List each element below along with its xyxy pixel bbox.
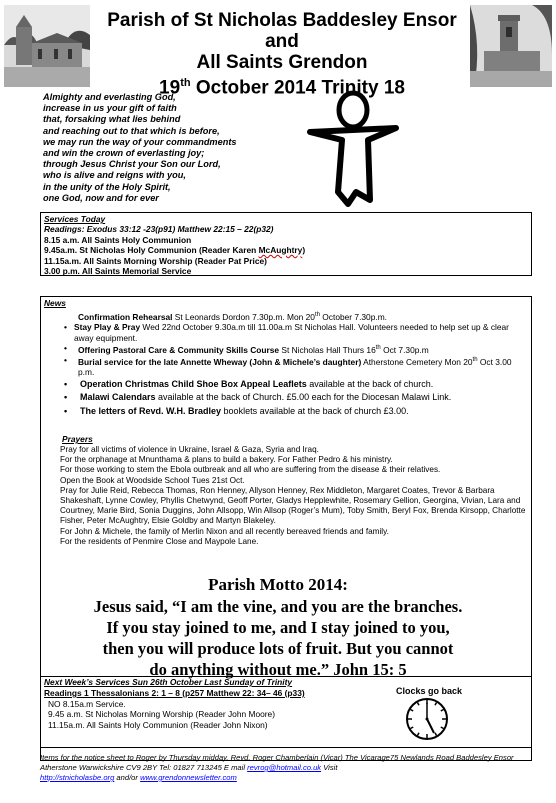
prayers-heading: Prayers (62, 434, 93, 444)
clocks-go-back-label: Clocks go back (396, 686, 463, 696)
service-item: 8.15 a.m. All Saints Holy Communion (44, 234, 192, 245)
news-item: • Operation Christmas Child Shoe Box Appeal Leaflets available at the back of church. (74, 379, 524, 390)
church-photo-right (470, 5, 552, 87)
motto-verse: Jesus said, “I am the vine, and you are the branches. If you stay joined to me, and I stay joined to you, then you will produce lots of fruit. But you cannot do anything without me.” John 15: 5 (93, 597, 463, 679)
next-service-item: NO 8.15a.m Service. (48, 699, 126, 709)
prayer-item: For John & Michele, the family of Merlin Nixon and all recently bereaved friends and family. (60, 526, 389, 536)
next-service-item: 11.15a.m. All Saints Holy Communion (Reader John Nixon) (48, 719, 268, 730)
prayer-item: Open the Book at Woodside School Tues 21st Oct. (60, 475, 245, 485)
services-today-box (40, 212, 532, 276)
news-list (74, 310, 524, 417)
parish-title: Parish of St Nicholas Baddesley Ensor and All Saints Grendon 19th October 2014 Trinity 18 (107, 10, 457, 99)
services-heading: Services Today (44, 214, 106, 224)
motto-title: Parish Motto 2014: (208, 575, 348, 594)
services-readings: Readings: Exodus 33:12 -23(p91) Matthew 22:15 – 22(p32) (44, 224, 274, 235)
prayer-item: For those working to stem the Ebola outbreak and all who are suffering from the disease & their relatives. (60, 465, 441, 475)
service-item: 3.00 p.m. All Saints Memorial Service (44, 266, 192, 277)
news-item: • The letters of Revd. W.H. Bradley booklets available at the back of church £3.00. (74, 406, 524, 417)
website-link-stnicholas[interactable]: http://stnicholasbe.org (40, 773, 115, 782)
next-week-heading: Next Week’s Services Sun 26th October Last Sunday of Trinity (44, 677, 293, 687)
news-item: • Stay Play & Pray Wed 22nd October 9.30a.m till 11.00a.m St Nicholas Hall. Volunteers needed to help set up & clear away equipment. (74, 322, 524, 343)
news-item: • Burial service for the late Annette Wheway (John & Michele’s daughter) Atherstone Cemetery Mon 20th Oct 3.00 p.m. (74, 355, 524, 378)
service-item: 11.15a.m. All Saints Morning Worship (Reader Pat Price) (44, 255, 267, 266)
news-item: • Malawi Calendars available at the back of Church. £5.00 each for the Diocesan Malawi Link. (74, 392, 524, 403)
news-item: • Offering Pastoral Care & Community Skills Course St Nicholas Hall Thurs 16th Oct 7.30p.m (74, 343, 524, 355)
news-item: Confirmation Rehearsal St Leonards Dordon 7.30p.m. Mon 20th October 7.30p.m. (78, 311, 388, 322)
church-photo-left (4, 5, 90, 87)
next-service-item: 9.45 a.m. St Nicholas Morning Worship (Reader John Moore) (48, 709, 275, 720)
prayer-item: For the orphanage at Mnunthama & plans to build a bakery. For Father Pedro & his ministry. (60, 455, 393, 465)
clock-icon (405, 697, 449, 741)
prayer-item: Pray for all victims of violence in Ukraine, Israel & Gaza, Syria and Iraq. (60, 445, 319, 454)
collect-prayer: Almighty and everlasting God, increase in us your gift of faith that, forsaking what lies behind and reaching out to that which is before, we may run the way of your commandments and win the crown of everlasting joy; through Jesus Christ your Son our Lord, who is alive and reigns with you, in the unity of the Holy Spirit, one God, now and for ever (43, 92, 237, 203)
next-week-readings: Readings 1 Thessalonians 2: 1 – 8 (p257 Matthew 22: 34– 46 (p33) (44, 688, 305, 698)
email-link[interactable]: revrog@hotmail.co.uk (247, 763, 322, 772)
footer-contact: Items for the notice sheet to Roger by Thursday midday. Revd. Roger Chamberlain (Vicar) The Vicarage75 Newlands Road Baddesley Ensor Atherstone Warwickshire CV9 2BY Tel: 01827 713245 E mail revrog@hotmail.co.uk Visit http://stnicholasbe.org and/or www.grendonnewsletter.com (40, 753, 514, 782)
news-heading: News (44, 298, 66, 308)
prayer-item: Pray for Julie Reid, Rebecca Thomas, Ron Henney, Allyson Henney, Rex Middleton, Margaret Coates, Trevor & Barbara Shakeshaft, Lynne Cowley, Phyllis Chetwynd, Geoff Porter, Gladys Hepplewhite, Rosemary Gellion, Georgina, Vivian, Lara and Courtney, Marie Bird, Sonia Duggins, John Allsopp, Win Allsop (Roger’s Mum), Toby Smith, Beryl Fox, Brenda Kirsopp, Charlotte Fisher, Peter McAughtry, Elsie Goldby and Martyn Blakeley. (60, 485, 526, 526)
website-link-grendon[interactable]: www.grendonnewsletter.com (140, 773, 237, 782)
next-week-services (48, 699, 388, 730)
risen-christ-icon (298, 88, 408, 208)
prayer-item: For the residents of Penmire Close and Maypole Lane. (60, 536, 259, 546)
service-item: 9.45a.m. St Nicholas Holy Communion (Reader Karen McAughtry) (44, 245, 306, 256)
prayers-list (60, 445, 528, 547)
